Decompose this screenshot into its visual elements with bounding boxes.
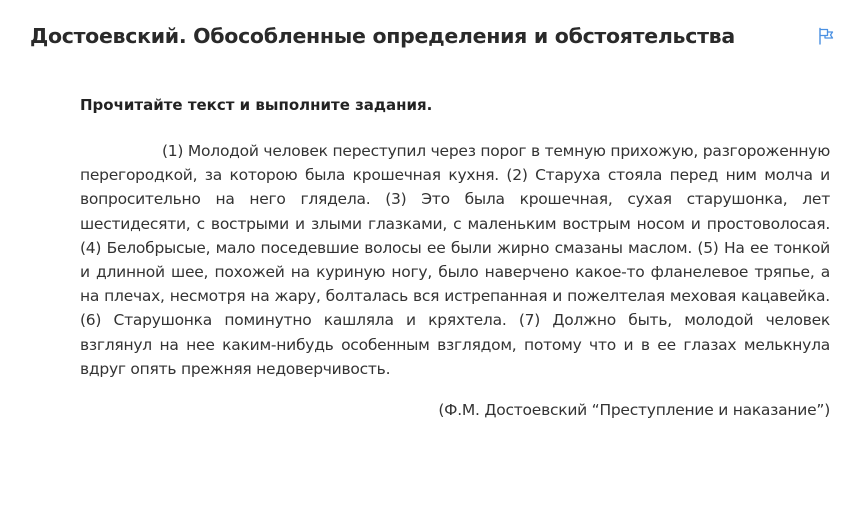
page-title: Достоевский. Обособленные определения и обстоятельства	[30, 24, 735, 48]
page-header	[30, 20, 835, 52]
report-flag-button[interactable]	[817, 27, 835, 45]
passage-source: (Ф.М. Достоевский “Преступление и наказание”)	[438, 401, 830, 420]
task-instruction: Прочитайте текст и выполните задания.	[80, 96, 433, 114]
flag-icon	[817, 27, 835, 45]
task-block	[80, 95, 830, 422]
passage-text: (1) Молодой человек переступил через порог в темную прихожую, разгороженную перегородкой, за которою была крошечная кухня. (2) Старуха стояла перед ним молча и вопросительно на него глядела. (3) Это была крошечная, сухая старушонка, лет шестидесяти, с вострыми и злыми глазками, с маленьким вострым носом и простоволосая. (4) Белобрысые, мало поседевшие волосы ее были жирно смазаны маслом. (5) На ее тонкой и длинной шее, похожей на куриную ногу, было наверчено какое-то фланелевое тряпье, а на плечах, несмотря на жару, болталась вся истрепанная и пожелтелая меховая кацавейка. (6) Старушонка поминутно кашляла и кряхтела. (7) Должно быть, молодой человек взглянул на нее каким-нибудь особенным взглядом, потому что и в ее глазах мелькнула вдруг опять прежняя недоверчивость.	[80, 142, 830, 378]
